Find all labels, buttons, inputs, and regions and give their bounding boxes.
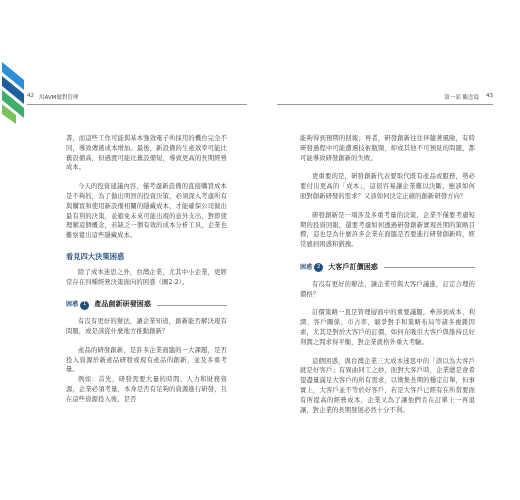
heading-rule	[157, 305, 227, 306]
paragraph: 有沒有更好的辦法，讓企業可與大客戶議進，訂定合理的價格？	[300, 280, 475, 298]
running-header-right	[277, 92, 493, 105]
confusion-label: 困惑	[300, 263, 313, 271]
paragraph: 產品的研發創新，是許多企業面臨的一大課題，是否投入資源於新產品研發或現有產品的創新，並及多重考量。	[66, 346, 227, 374]
paragraph: 例如：首先，研發需要大量的時間、人力和財務資源，企業必須考量，本身是否有足夠的資源進行研發，且在這些資源投入後，是否	[66, 376, 227, 403]
running-header-left	[27, 92, 247, 105]
confusion-heading-2	[300, 263, 475, 273]
heading-rule	[384, 267, 475, 268]
confusion-number-badge: 1	[80, 301, 89, 310]
chapter-title: 第一部 觀念篇	[444, 95, 479, 101]
paragraph: 能夠得到預期的回報；再者，研發創新往往伴隨著風險，有時研發過程中可能遭遇技術瓶頸，抑或其他不可預見的問題，都可能導致研發創新的失敗。	[300, 135, 475, 162]
publisher-logo	[2, 62, 24, 124]
paragraph: 這個困惑，與台灣企業三大成本迷思中的「誤以為大客戶就是好客戶」有異曲同工之妙，面對大客戶時，企業總是會希望盡量滿足大客戶的所有需求，以徵集長期的穩定訂單，但事實上，大客戶並不等於好客戶，若是大客戶已經有在所當要面有所提高的經營成本，企業又為了讓他們肯在訂單上一再退讓，對企業的長期發展必然十分不利。	[300, 357, 475, 414]
page-number-right: 43	[486, 93, 493, 99]
paragraph: 研發創新是一項涉及多重考量的決策，企業不僅要考慮短期的投資回報，還要考慮如何透過研發創新實現長期的策略目標，這也是為什麼許多企業在面臨是否要進行研發創新時，經常感到困惑和猶豫。	[300, 211, 475, 249]
paragraph: 有沒有更好的辦法，讓企業知道，創新能否解決現有問題，或是該從什麼地方推動創新？	[66, 318, 227, 335]
paragraph: 除了成本迷思之外，台灣企業，尤其中小企業，更經常存在四種經營決策面向的困惑（圖2-2）。	[66, 268, 227, 286]
confusion-title: 大客戶訂價困惑	[328, 262, 378, 271]
paragraph: 更重要的是，研發創新代表要取代既有產品或服務，勢必要付出更高的「成本」，這很容易讓企業難以決斷。應該如何面對創新研發的需求？又該如何決定正確的創新研發方向？	[300, 173, 475, 200]
left-page-body	[66, 134, 227, 405]
section-heading: 看見四大決策困惑	[66, 251, 125, 261]
right-page-body	[300, 134, 475, 415]
page-number-left: 42	[27, 93, 34, 99]
confusion-number-badge: 2	[314, 263, 323, 272]
confusion-title: 產品創新研發困惑	[94, 300, 152, 309]
paragraph: 今天的投資建議內容，僅考慮新設備的直接購買成本是不夠的，為了做出明智的投資決策，必須深入考慮所有與購買和使用新設備相關的隱藏成本，才能確保公司做出最有利的決策，並避免未來可能出現的意外支出，對即使理解這個概念，若缺乏一個有效的成本分析工具，企業也難察覺出這些隱藏成本。	[66, 183, 227, 240]
book-title: 用AVM做對管理	[39, 95, 79, 101]
paragraph: 訂價策略一直是管理層面中的重要議題，牽涉到成本、利潤、客戶關係、市占率，競爭對手和策略布局等諸多複雜因素，尤其是對於大客戶的訂價，如何在吸引大客戶與維持良好利潤之間求得平衡，對企業就格外重大考驗。	[300, 309, 475, 346]
confusion-label: 困惑	[66, 301, 79, 309]
paragraph: 書，而這些工作可能與基本強效電子所採用的機台完全不同，導致傳遞成本增加。最後，新設備的生產效率可能比舊設備高，但過渡可能比舊設備短，導致更高的長期經營成本。	[66, 135, 227, 172]
confusion-heading-1	[66, 300, 227, 310]
